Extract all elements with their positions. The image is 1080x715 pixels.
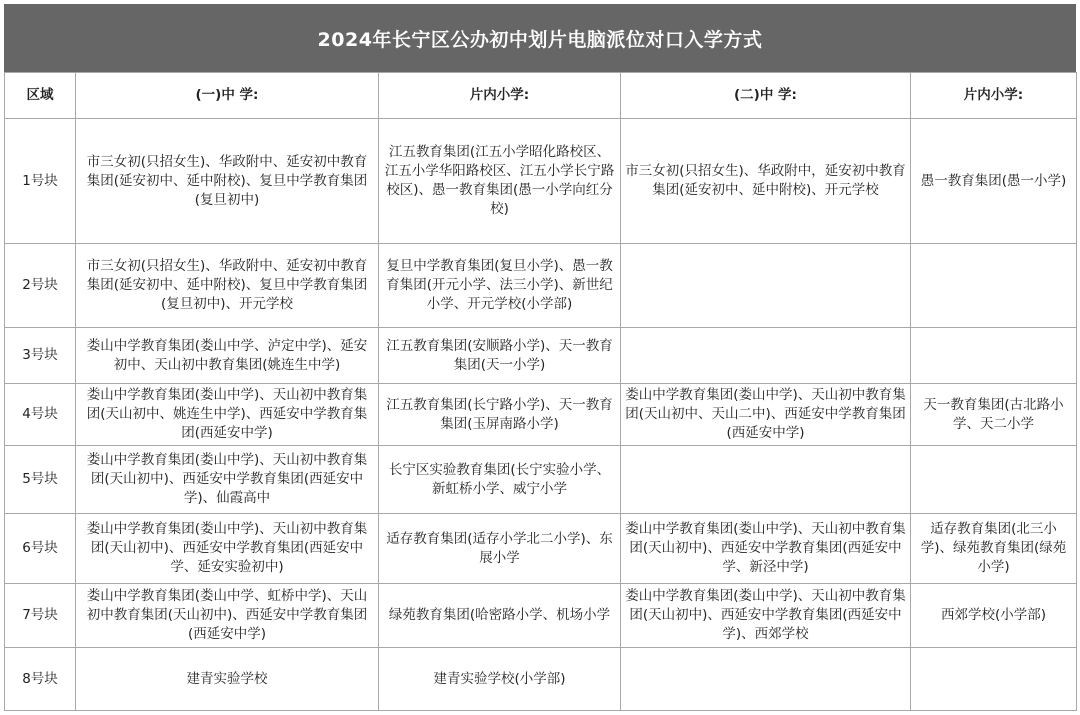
page-title: 2024年长宁区公办初中划片电脑派位对口入学方式 bbox=[4, 4, 1076, 72]
primary-school-1-cell: 江五教育集团(长宁路小学)、天一教育集团(玉屏南路小学) bbox=[379, 384, 621, 446]
header-primary-school-2: 片内小学: bbox=[911, 73, 1077, 119]
middle-school-2-cell bbox=[621, 328, 911, 384]
table-row bbox=[5, 384, 1077, 446]
middle-school-2-cell: 市三女初(只招女生)、华政附中，延安初中教育集团(延安初中、延中附校)、开元学校 bbox=[621, 119, 911, 244]
middle-school-2-cell bbox=[621, 648, 911, 711]
middle-school-2-cell: 娄山中学教育集团(娄山中学)、天山初中教育集团(天山初中、天山二中)、西延安中学教育集团(西延安中学) bbox=[621, 384, 911, 446]
primary-school-1-cell: 适存教育集团(适存小学北二小学)、东展小学 bbox=[379, 514, 621, 584]
header-middle-school-1: (一)中 学: bbox=[76, 73, 379, 119]
primary-school-2-cell bbox=[911, 446, 1077, 514]
region-cell: 4号块 bbox=[5, 384, 76, 446]
table-row bbox=[5, 514, 1077, 584]
table-row bbox=[5, 584, 1077, 648]
header-region: 区域 bbox=[5, 73, 76, 119]
header-primary-school-1: 片内小学: bbox=[379, 73, 621, 119]
middle-school-1-cell: 市三女初(只招女生)、华政附中、延安初中教育集团(延安初中、延中附校)、复旦中学教育集团(复旦初中) bbox=[76, 119, 379, 244]
primary-school-2-cell: 适存教育集团(北三小学)、绿苑教育集团(绿苑小学) bbox=[911, 514, 1077, 584]
region-cell: 5号块 bbox=[5, 446, 76, 514]
middle-school-2-cell bbox=[621, 446, 911, 514]
middle-school-1-cell: 市三女初(只招女生)、华政附中、延安初中教育集团(延安初中、延中附校)、复旦中学教育集团(复旦初中)、开元学校 bbox=[76, 244, 379, 328]
middle-school-1-cell: 建青实验学校 bbox=[76, 648, 379, 711]
middle-school-1-cell: 娄山中学教育集团(娄山中学、虹桥中学)、天山初中教育集团(天山初中)、西延安中学教育集团(西延安中学) bbox=[76, 584, 379, 648]
table-row bbox=[5, 446, 1077, 514]
region-cell: 3号块 bbox=[5, 328, 76, 384]
middle-school-1-cell: 娄山中学教育集团(娄山中学、泸定中学)、延安初中、天山初中教育集团(姚连生中学) bbox=[76, 328, 379, 384]
primary-school-1-cell: 绿苑教育集团(哈密路小学、机场小学 bbox=[379, 584, 621, 648]
middle-school-2-cell: 娄山中学教育集团(娄山中学)、天山初中教育集团(天山初中)、西延安中学教育集团(西延安中学)、西郊学校 bbox=[621, 584, 911, 648]
primary-school-2-cell bbox=[911, 328, 1077, 384]
enrollment-table bbox=[4, 72, 1077, 711]
region-cell: 2号块 bbox=[5, 244, 76, 328]
region-cell: 8号块 bbox=[5, 648, 76, 711]
middle-school-2-cell bbox=[621, 244, 911, 328]
table-row bbox=[5, 648, 1077, 711]
middle-school-1-cell: 娄山中学教育集团(娄山中学)、天山初中教育集团(天山初中)、西延安中学教育集团(西延安中学)、仙霞高中 bbox=[76, 446, 379, 514]
primary-school-2-cell bbox=[911, 244, 1077, 328]
region-cell: 7号块 bbox=[5, 584, 76, 648]
header-middle-school-2: (二)中 学: bbox=[621, 73, 911, 119]
primary-school-1-cell: 江五教育集团(安顺路小学)、天一教育集团(天一小学) bbox=[379, 328, 621, 384]
header-row bbox=[5, 73, 1077, 119]
middle-school-1-cell: 娄山中学教育集团(娄山中学)、天山初中教育集团(天山初中、姚连生中学)、西延安中学教育集团(西延安中学) bbox=[76, 384, 379, 446]
primary-school-1-cell: 建青实验学校(小学部) bbox=[379, 648, 621, 711]
primary-school-1-cell: 江五教育集团(江五小学昭化路校区、江五小学华阳路校区、江五小学长宁路校区)、愚一教育集团(愚一小学向红分校) bbox=[379, 119, 621, 244]
middle-school-1-cell: 娄山中学教育集团(娄山中学)、天山初中教育集团(天山初中)、西延安中学教育集团(西延安中学、延安实验初中) bbox=[76, 514, 379, 584]
region-cell: 6号块 bbox=[5, 514, 76, 584]
primary-school-2-cell: 天一教育集团(古北路小学、天二小学 bbox=[911, 384, 1077, 446]
primary-school-2-cell: 西郊学校(小学部) bbox=[911, 584, 1077, 648]
primary-school-2-cell bbox=[911, 648, 1077, 711]
primary-school-1-cell: 复旦中学教育集团(复旦小学)、愚一教育集团(开元小学、法三小学)、新世纪小学、开元学校(小学部) bbox=[379, 244, 621, 328]
table-row bbox=[5, 244, 1077, 328]
primary-school-1-cell: 长宁区实验教育集团(长宁实验小学、新虹桥小学、威宁小学 bbox=[379, 446, 621, 514]
middle-school-2-cell: 娄山中学教育集团(娄山中学)、天山初中教育集团(天山初中)、西延安中学教育集团(西延安中学、新泾中学) bbox=[621, 514, 911, 584]
table-row bbox=[5, 119, 1077, 244]
region-cell: 1号块 bbox=[5, 119, 76, 244]
table-row bbox=[5, 328, 1077, 384]
primary-school-2-cell: 愚一教育集团(愚一小学) bbox=[911, 119, 1077, 244]
